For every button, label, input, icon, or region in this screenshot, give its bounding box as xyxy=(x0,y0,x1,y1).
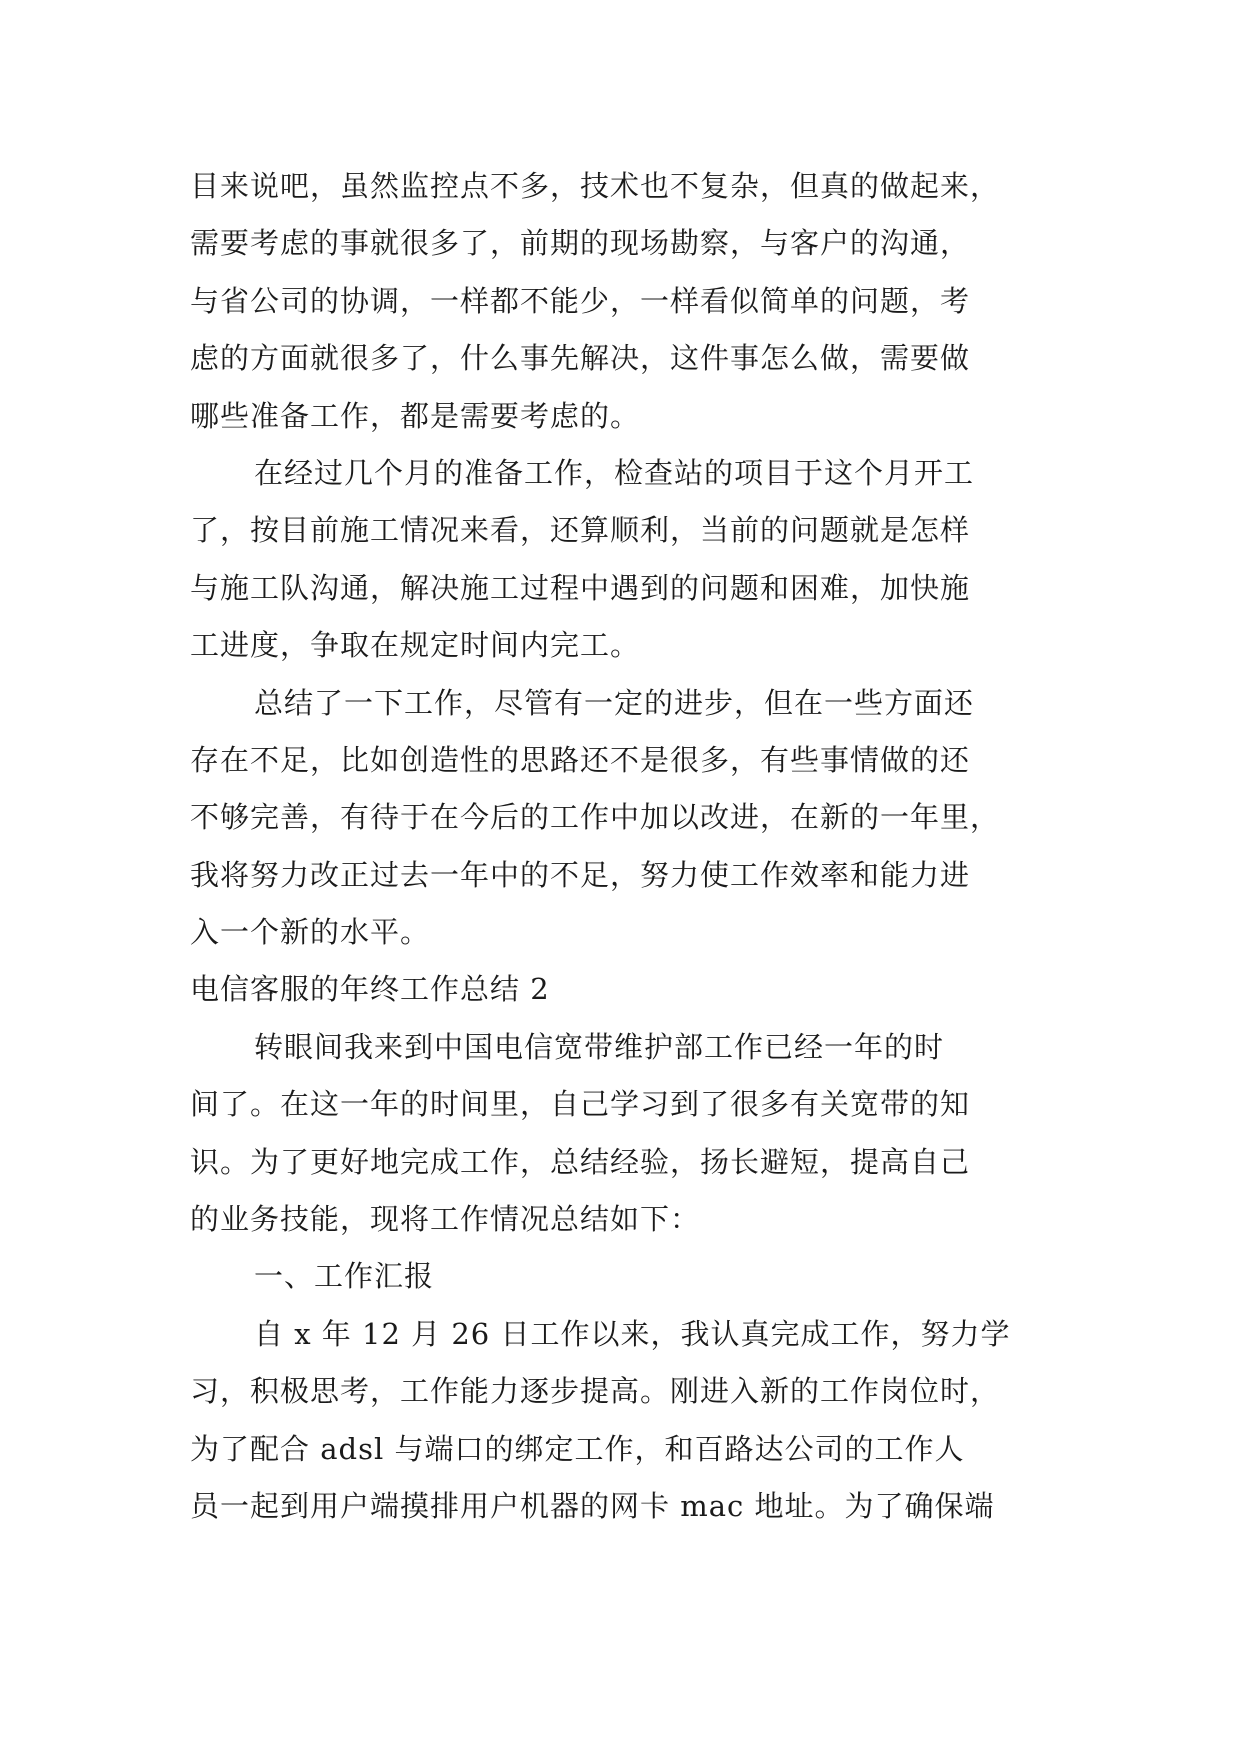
text-line: 不够完善，有待于在今后的工作中加以改进，在新的一年里， xyxy=(190,800,1001,835)
text-line: 为了配合 adsl 与端口的绑定工作，和百路达公司的工作人 xyxy=(190,1431,965,1466)
paragraph-first-line: 在经过几个月的准备工作，检查站的项目于这个月开工 xyxy=(254,455,975,490)
text-line: 入一个新的水平。 xyxy=(190,915,431,950)
text-line: 我将努力改正过去一年中的不足，努力使工作效率和能力进 xyxy=(190,857,971,892)
text-line: 存在不足，比如创造性的思路还不是很多，有些事情做的还 xyxy=(190,742,971,777)
document-body xyxy=(190,158,1070,1535)
text-line: 目来说吧，虽然监控点不多，技术也不复杂，但真的做起来， xyxy=(190,169,1001,203)
paragraph-first-line: 自 x 年 12 月 26 日工作以来，我认真完成工作，努力学 xyxy=(254,1316,1011,1351)
text-line: 工进度，争取在规定时间内完工。 xyxy=(190,628,641,663)
text-line: 间了。在这一年的时间里，自己学习到了很多有关宽带的知 xyxy=(190,1087,971,1122)
text-line: 与施工队沟通，解决施工过程中遇到的问题和困难，加快施 xyxy=(190,570,971,605)
text-line: 需要考虑的事就很多了，前期的现场勘察，与客户的沟通， xyxy=(190,226,971,261)
subsection-heading: 一、工作汇报 xyxy=(254,1259,435,1294)
text-line: 的业务技能，现将工作情况总结如下： xyxy=(190,1202,701,1237)
text-line: 员一起到用户端摸排用户机器的网卡 mac 地址。为了确保端 xyxy=(190,1488,995,1523)
text-line: 哪些准备工作，都是需要考虑的。 xyxy=(190,398,641,433)
section-heading: 电信客服的年终工作总结 2 xyxy=(190,972,550,1007)
text-line: 识。为了更好地完成工作，总结经验，扬长避短，提高自己 xyxy=(190,1144,971,1179)
text-line: 习，积极思考，工作能力逐步提高。刚进入新的工作岗位时， xyxy=(190,1374,1001,1409)
text-line: 与省公司的协调，一样都不能少，一样看似简单的问题，考 xyxy=(190,283,971,318)
paragraph-first-line: 转眼间我来到中国电信宽带维护部工作已经一年的时 xyxy=(254,1029,945,1064)
paragraph-first-line: 总结了一下工作，尽管有一定的进步，但在一些方面还 xyxy=(254,685,975,720)
text-line: 了，按目前施工情况来看，还算顺利，当前的问题就是怎样 xyxy=(190,513,971,548)
text-line: 虑的方面就很多了，什么事先解决，这件事怎么做，需要做 xyxy=(190,341,971,376)
